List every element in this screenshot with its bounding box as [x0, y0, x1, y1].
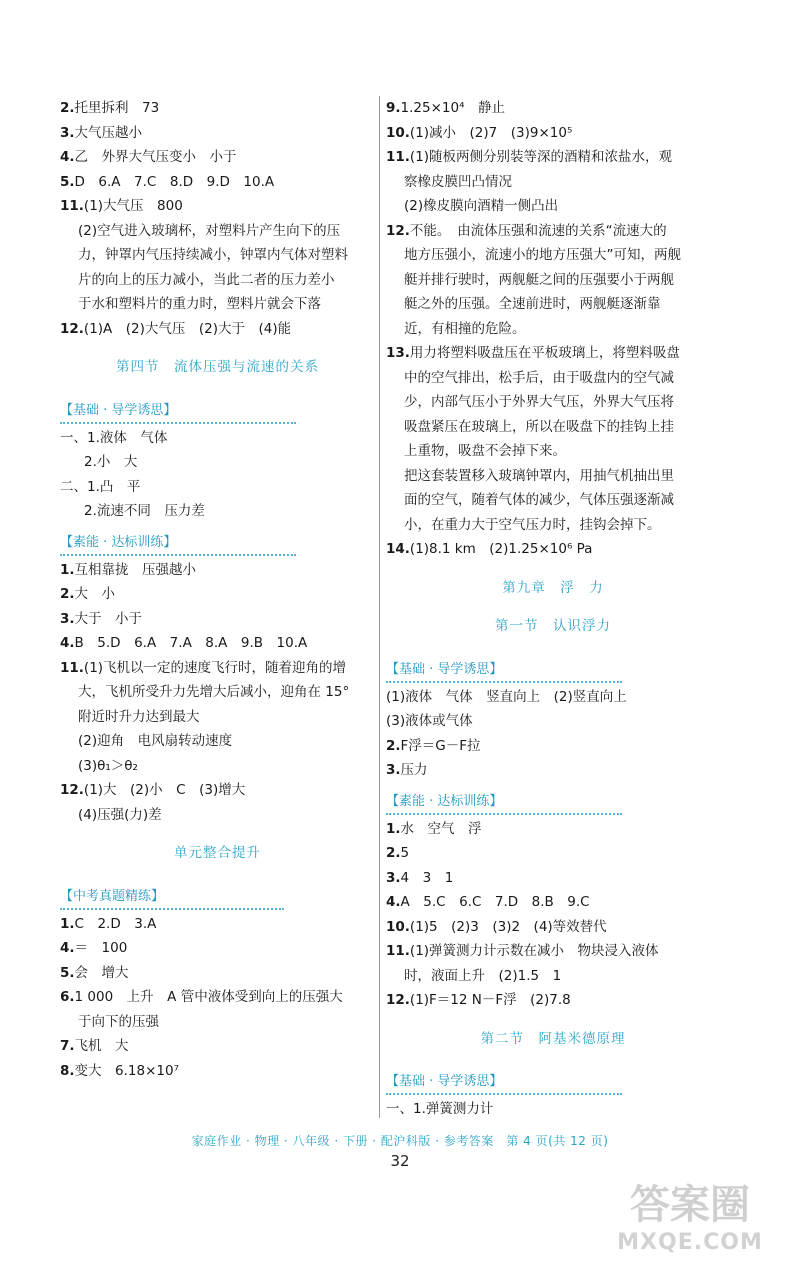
question-number: 4.: [60, 635, 75, 651]
answer-line: 一、1.液体 气体: [60, 429, 168, 446]
section-tag: 【基础 · 导学诱思】: [386, 1071, 622, 1095]
answer-line: [60, 145, 375, 170]
answer-text: 不能。 由流体压强和流速的关系“流速大的: [409, 222, 667, 239]
question-number: 8.: [60, 1062, 75, 1079]
section-tag-row: [386, 651, 720, 685]
answer-line: [60, 558, 375, 583]
answer-text: (1)大气压 800: [83, 198, 183, 214]
answer-line: [60, 1059, 375, 1084]
answer-line: 于向下的压强: [78, 1013, 159, 1030]
answer-line: [60, 1034, 375, 1059]
question-number: 4.: [60, 940, 75, 956]
answer-text: (1)弹簧测力计示数在减小 物块浸入液体: [409, 943, 659, 959]
answer-text: 大 小: [74, 586, 116, 602]
right-answer-column: [386, 96, 720, 1122]
question-number: 11.: [386, 149, 410, 165]
question-number: 5.: [60, 964, 75, 981]
answer-line: (2)迎角 电风扇转动速度: [78, 733, 233, 749]
answer-line: [60, 170, 375, 195]
answer-line: 时，液面上升 (2)1.5 1: [404, 967, 562, 984]
question-number: 10.: [386, 124, 410, 141]
answer-text: D 6.A 7.C 8.D 9.D 10.A: [74, 173, 275, 190]
answer-text: 托里拆利 73: [74, 100, 160, 116]
answer-line: 艇并排行驶时，两舰艇之间的压强要小于两舰: [404, 271, 674, 288]
answer-line: [386, 219, 720, 244]
question-number: 13.: [386, 345, 410, 361]
answer-line: 力，钟罩内气压持续减小，钟罩内气体对塑料: [78, 247, 348, 263]
section-tag: 【素能 · 达标训练】: [60, 532, 296, 556]
answer-text: (1)大 (2)小 C (3)增大: [83, 782, 246, 798]
answer-line: 小，在重力大于空气压力时，挂钩会掉下。: [404, 516, 661, 533]
answer-text: C 2.D 3.A: [74, 915, 157, 932]
answer-text: (1)减小 (2)7 (3)9×10⁵: [409, 124, 573, 141]
answer-line: [386, 145, 720, 170]
answer-line: (3)液体或气体: [386, 713, 473, 729]
answer-text: (1)5 (2)3 (3)2 (4)等效替代: [409, 918, 607, 935]
section-tag: 【中考真题精练】: [60, 886, 284, 910]
answer-text: 4 3 1: [400, 869, 454, 886]
section-tag-row: [386, 1063, 720, 1097]
answer-line: (4)压强(力)差: [78, 806, 162, 823]
section-heading: 第二节 阿基米德原理: [480, 1030, 626, 1047]
answer-text: 大气压越小: [74, 124, 143, 141]
answer-text: 变大 6.18×10⁷: [74, 1062, 179, 1079]
answer-text: (1)A (2)大气压 (2)大于 (4)能: [83, 320, 292, 337]
section-heading: 第九章 浮 力: [502, 579, 604, 596]
question-number: 14.: [386, 541, 410, 557]
answer-line: 2.流速不同 压力差: [84, 503, 205, 519]
question-number: 3.: [60, 610, 75, 627]
question-number: 2.: [386, 737, 401, 754]
question-number: 3.: [386, 869, 401, 886]
answer-line: (2)空气进入玻璃杯，对塑料片产生向下的压: [78, 222, 341, 239]
question-number: 3.: [386, 762, 401, 778]
answer-line: [386, 341, 720, 366]
answer-line: 把这套装置移入玻璃钟罩内，用抽气机抽出里: [404, 467, 674, 484]
answer-line: [60, 985, 375, 1010]
answer-line: [60, 936, 375, 961]
answer-line: 艇之外的压强。全速前进时，两舰艇逐渐靠: [404, 296, 661, 312]
answer-text: 互相靠拢 压强越小: [74, 561, 197, 578]
question-number: 2.: [386, 845, 401, 861]
answer-line: [60, 607, 375, 632]
page-footer: 家庭作业 · 物理 · 八年级 · 下册 · 配沪科版 · 参考答案 第 4 页(共 12 页): [191, 1134, 609, 1148]
answer-line: [386, 915, 720, 940]
page-number: 32: [390, 1152, 410, 1170]
answer-line: [60, 194, 375, 219]
answer-line: 察橡皮膜凹凸情况: [404, 173, 512, 190]
answer-line: [386, 866, 720, 891]
answer-text: (1)F＝12 N－F浮 (2)7.8: [409, 992, 571, 1008]
answer-line: 地方压强小，流速小的地方压强大”可知，两舰: [404, 247, 681, 263]
answer-text: 水 空气 浮: [400, 820, 482, 837]
answer-text: 乙 外界大气压变小 小于: [74, 149, 237, 165]
question-number: 12.: [386, 992, 410, 1008]
answer-line: [60, 961, 375, 986]
answer-line: (2)橡皮膜向酒精一侧凸出: [404, 198, 559, 214]
watermark-logo: [600, 1180, 780, 1270]
answer-line: [60, 121, 375, 146]
question-number: 11.: [386, 943, 410, 959]
answer-line: [60, 778, 375, 803]
answer-line: 二、1.凸 平: [60, 478, 141, 495]
question-number: 6.: [60, 989, 75, 1005]
column-divider: [379, 96, 380, 1118]
question-number: 10.: [386, 918, 410, 935]
section-tag-row: [386, 783, 720, 817]
watermark-title: 答案圈: [630, 1182, 750, 1228]
answer-text: 1.25×10⁴ 静止: [400, 100, 505, 116]
question-number: 4.: [386, 894, 401, 910]
answer-text: 用力将塑料吸盘压在平板玻璃上，将塑料吸盘: [409, 345, 680, 361]
answer-line: 大，飞机所受升力先增大后减小，迎角在 15°: [78, 684, 350, 700]
answer-line: 2.小 大: [84, 454, 138, 470]
section-tag: 【基础 · 导学诱思】: [386, 659, 622, 683]
answer-text: 飞机 大: [74, 1038, 129, 1054]
section-heading: 第一节 认识浮力: [495, 618, 611, 634]
question-number: 11.: [60, 659, 84, 676]
answer-text: 压力: [400, 762, 428, 778]
question-number: 12.: [386, 222, 410, 239]
question-number: 1.: [386, 820, 401, 837]
section-tag-row: [60, 878, 375, 912]
question-number: 1.: [60, 915, 75, 932]
section-heading: 单元整合提升: [174, 845, 261, 861]
question-number: 3.: [60, 124, 75, 141]
answer-text: ＝ 100: [74, 940, 128, 956]
answer-line: (3)θ₁＞θ₂: [78, 757, 138, 774]
answer-line: [386, 96, 720, 121]
answer-line: 近，有相撞的危险。: [404, 320, 526, 337]
answer-line: (1)液体 气体 竖直向上 (2)竖直向上: [386, 688, 627, 705]
answer-line: [386, 121, 720, 146]
answer-line: 片的向上的压力减小，当此二者的压力差小: [78, 271, 335, 288]
answer-line: [60, 96, 375, 121]
answer-line: [386, 734, 720, 759]
answer-text: F浮＝G－F拉: [400, 737, 481, 754]
answer-line: [386, 758, 720, 783]
answer-line: [386, 841, 720, 866]
answer-line: 吸盘紧压在玻璃上，所以在吸盘下的挂钩上挂: [404, 418, 674, 435]
question-number: 7.: [60, 1038, 75, 1054]
answer-line: [60, 631, 375, 656]
answer-text: B 5.D 6.A 7.A 8.A 9.B 10.A: [74, 635, 308, 651]
answer-text: (1)8.1 km (2)1.25×10⁶ Pa: [409, 541, 593, 557]
answer-line: [60, 656, 375, 681]
question-number: 9.: [386, 100, 401, 116]
question-number: 12.: [60, 782, 84, 798]
section-tag: 【素能 · 达标训练】: [386, 791, 622, 815]
answer-line: 一、1.弹簧测力计: [386, 1101, 494, 1117]
answer-line: 于水和塑料片的重力时，塑料片就会下落: [78, 296, 321, 312]
answer-line: 少，内部气压小于外界大气压，外界大气压将: [404, 394, 674, 410]
answer-text: 1 000 上升 A 管中液体受到向上的压强大: [74, 989, 343, 1005]
section-heading: 第四节 流体压强与流速的关系: [116, 359, 319, 375]
question-number: 2.: [60, 586, 75, 602]
section-tag-row: [60, 392, 375, 426]
question-number: 11.: [60, 198, 84, 214]
section-tag-row: [60, 524, 375, 558]
question-number: 5.: [60, 173, 75, 190]
answer-line: [60, 912, 375, 937]
answer-line: 面的空气，随着气体的减少，气体压强逐渐减: [404, 492, 674, 508]
question-number: 12.: [60, 320, 84, 337]
answer-line: 附近时升力达到最大: [78, 708, 200, 725]
watermark-url: MXQE.COM: [617, 1230, 763, 1255]
answer-text: 大于 小于: [74, 610, 143, 627]
answer-text: (1)飞机以一定的速度飞行时，随着迎角的增: [83, 659, 347, 676]
question-number: 2.: [60, 100, 75, 116]
left-answer-column: [60, 96, 375, 1083]
answer-text: (1)随板两侧分别装等深的酒精和浓盐水，观: [409, 149, 673, 165]
answer-line: [60, 582, 375, 607]
answer-line: 上重物，吸盘不会掉下来。: [404, 443, 566, 459]
answer-text: 会 增大: [74, 964, 129, 981]
answer-line: 中的空气排出，松手后，由于吸盘内的空气减: [404, 369, 674, 386]
question-number: 4.: [60, 149, 75, 165]
question-number: 1.: [60, 561, 75, 578]
answer-line: [386, 988, 720, 1013]
section-tag: 【基础 · 导学诱思】: [60, 400, 296, 424]
answer-text: A 5.C 6.C 7.D 8.B 9.C: [400, 894, 590, 910]
answer-line: [386, 817, 720, 842]
answer-text: 5: [400, 845, 410, 861]
answer-line: [386, 939, 720, 964]
answer-line: [386, 890, 720, 915]
answer-line: [60, 317, 375, 342]
answer-line: [386, 537, 720, 562]
